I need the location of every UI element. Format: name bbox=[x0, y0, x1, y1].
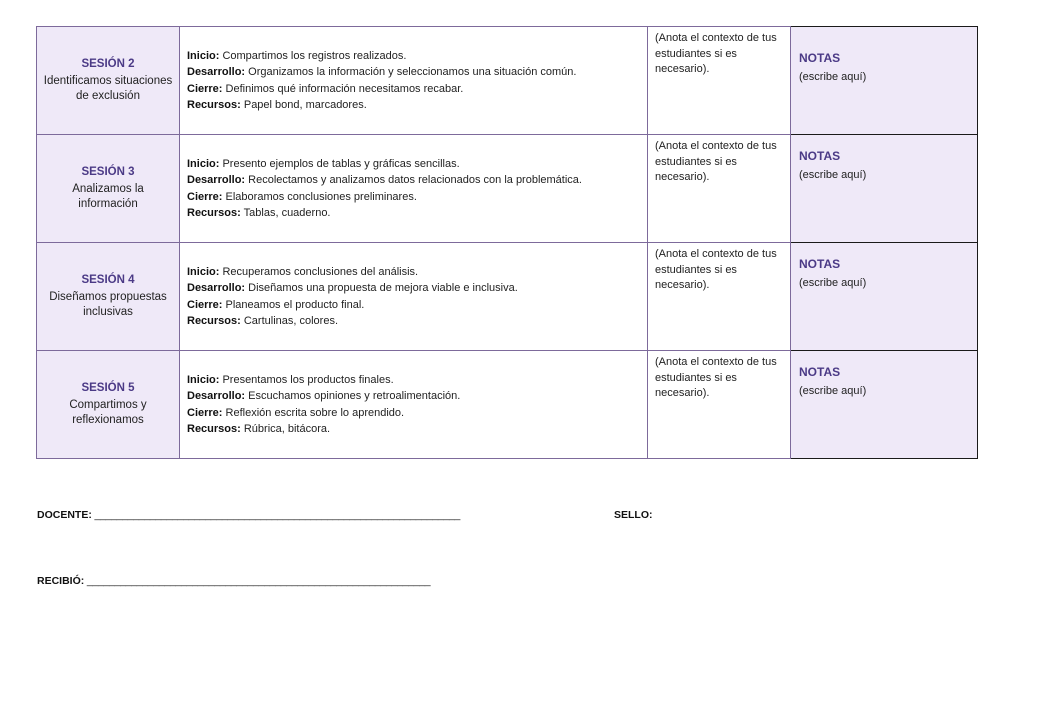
activity-label: Cierre: bbox=[187, 190, 223, 203]
activity-cierre bbox=[187, 189, 640, 206]
activity-recursos bbox=[187, 313, 640, 330]
activity-text: Cartulinas, colores. bbox=[240, 315, 339, 327]
activity-label: Inicio: bbox=[187, 373, 220, 386]
activity-label: Cierre: bbox=[187, 406, 223, 419]
activity-desarrollo bbox=[187, 172, 640, 189]
activities-cell bbox=[180, 351, 648, 459]
session-header-cell bbox=[37, 27, 180, 135]
session-row bbox=[37, 27, 978, 135]
activity-text: Reflexión escrita sobre lo aprendido. bbox=[222, 406, 405, 419]
activity-text: Planeamos el producto final. bbox=[222, 298, 365, 311]
activity-text: Organizamos la información y seleccionamos una situación común. bbox=[245, 66, 577, 78]
activity-recursos bbox=[187, 421, 640, 438]
notes-placeholder[interactable]: (escribe aquí) bbox=[799, 277, 867, 289]
session-name: Identificamos situaciones de exclusión bbox=[43, 75, 173, 102]
activities-cell bbox=[180, 243, 648, 351]
sello-field bbox=[614, 509, 653, 521]
session-plan-table bbox=[36, 26, 978, 459]
notes-title: NOTAS bbox=[799, 51, 841, 65]
activity-label: Desarrollo: bbox=[187, 174, 246, 186]
context-note-cell[interactable]: (Anota el contexto de tus estudiantes si es necesario). bbox=[648, 135, 791, 243]
notes-cell[interactable] bbox=[791, 135, 978, 243]
recibio-signature-line[interactable]: ______________________________________________________________ bbox=[84, 575, 431, 587]
activity-recursos bbox=[187, 205, 640, 222]
session-row bbox=[37, 135, 978, 243]
notes-placeholder[interactable]: (escribe aquí) bbox=[799, 385, 867, 397]
activity-inicio bbox=[187, 264, 640, 281]
session-header-cell bbox=[37, 135, 180, 243]
activity-desarrollo bbox=[187, 64, 640, 81]
docente-signature-field[interactable] bbox=[37, 509, 460, 521]
session-title: SESIÓN 4 bbox=[81, 274, 135, 286]
activity-inicio bbox=[187, 372, 640, 389]
docente-label: DOCENTE: bbox=[37, 509, 92, 521]
activity-cierre bbox=[187, 297, 640, 314]
activity-inicio bbox=[187, 48, 640, 65]
session-row bbox=[37, 351, 978, 459]
activity-text: Presento ejemplos de tablas y gráficas sencillas. bbox=[219, 157, 460, 170]
notes-cell[interactable] bbox=[791, 243, 978, 351]
activity-text: Recuperamos conclusiones del análisis. bbox=[219, 265, 419, 278]
activity-label: Recursos: bbox=[187, 423, 241, 435]
activity-text: Papel bond, marcadores. bbox=[240, 99, 367, 111]
activity-label: Cierre: bbox=[187, 82, 223, 95]
activity-recursos bbox=[187, 97, 640, 114]
session-row bbox=[37, 243, 978, 351]
activity-text: Presentamos los productos finales. bbox=[219, 373, 394, 386]
session-title: SESIÓN 5 bbox=[81, 382, 135, 394]
activity-text: Rúbrica, bitácora. bbox=[240, 423, 331, 435]
context-note-cell[interactable]: (Anota el contexto de tus estudiantes si es necesario). bbox=[648, 243, 791, 351]
activity-cierre bbox=[187, 81, 640, 98]
activity-label: Inicio: bbox=[187, 157, 220, 170]
session-title: SESIÓN 3 bbox=[81, 166, 135, 178]
activity-label: Recursos: bbox=[187, 207, 241, 219]
docente-signature-line[interactable]: __________________________________________________________________ bbox=[91, 509, 461, 521]
activity-text: Elaboramos conclusiones preliminares. bbox=[222, 190, 417, 203]
session-header-cell bbox=[37, 243, 180, 351]
notes-cell[interactable] bbox=[791, 351, 978, 459]
activities-cell bbox=[180, 27, 648, 135]
session-name: Analizamos la información bbox=[72, 183, 144, 210]
notes-title: NOTAS bbox=[799, 257, 841, 271]
recibio-signature-field[interactable] bbox=[37, 575, 430, 587]
activity-desarrollo bbox=[187, 388, 640, 405]
recibio-label: RECIBIÓ: bbox=[37, 575, 85, 587]
context-note-cell[interactable]: (Anota el contexto de tus estudiantes si es necesario). bbox=[648, 27, 791, 135]
notes-title: NOTAS bbox=[799, 149, 841, 163]
notes-placeholder[interactable]: (escribe aquí) bbox=[799, 169, 867, 181]
activity-cierre bbox=[187, 405, 640, 422]
activity-text: Definimos qué información necesitamos recabar. bbox=[222, 82, 464, 95]
activity-text: Compartimos los registros realizados. bbox=[219, 49, 407, 62]
context-note-cell[interactable]: (Anota el contexto de tus estudiantes si es necesario). bbox=[648, 351, 791, 459]
activity-label: Cierre: bbox=[187, 298, 223, 311]
activity-text: Tablas, cuaderno. bbox=[240, 207, 331, 219]
activity-inicio bbox=[187, 156, 640, 173]
activity-label: Desarrollo: bbox=[187, 66, 246, 78]
session-name: Compartimos y reflexionamos bbox=[69, 399, 147, 426]
activity-text: Diseñamos una propuesta de mejora viable e inclusiva. bbox=[245, 282, 518, 294]
activity-label: Recursos: bbox=[187, 315, 241, 327]
activity-label: Inicio: bbox=[187, 265, 220, 278]
activities-cell bbox=[180, 135, 648, 243]
notes-title: NOTAS bbox=[799, 365, 841, 379]
activity-text: Recolectamos y analizamos datos relacionados con la problemática. bbox=[245, 174, 582, 186]
activity-label: Recursos: bbox=[187, 99, 241, 111]
notes-cell[interactable] bbox=[791, 27, 978, 135]
session-header-cell bbox=[37, 351, 180, 459]
session-name: Diseñamos propuestas inclusivas bbox=[49, 291, 167, 318]
activity-label: Desarrollo: bbox=[187, 390, 246, 402]
session-title: SESIÓN 2 bbox=[81, 58, 135, 70]
sello-label: SELLO: bbox=[614, 509, 653, 521]
activity-desarrollo bbox=[187, 280, 640, 297]
activity-label: Desarrollo: bbox=[187, 282, 246, 294]
activity-label: Inicio: bbox=[187, 49, 220, 62]
notes-placeholder[interactable]: (escribe aquí) bbox=[799, 71, 867, 83]
activity-text: Escuchamos opiniones y retroalimentación. bbox=[245, 390, 461, 402]
